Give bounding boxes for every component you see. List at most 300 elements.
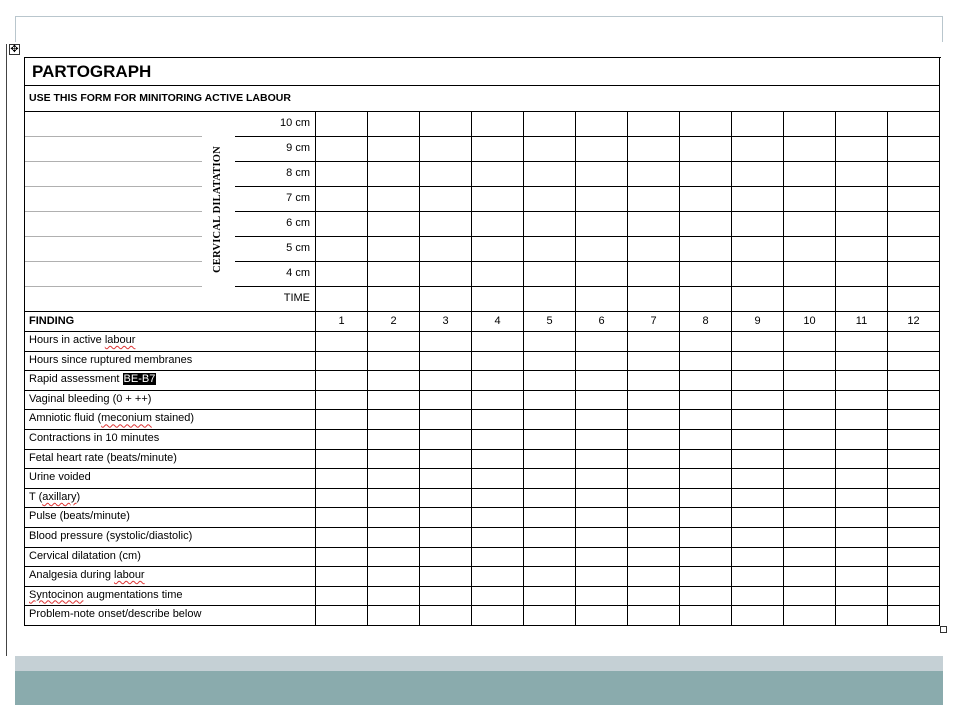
dilatation-grid-cell[interactable] [420, 262, 472, 287]
finding-grid-cell[interactable] [368, 489, 420, 509]
finding-row-label [25, 548, 316, 568]
finding-grid-cell[interactable] [420, 450, 472, 470]
finding-grid-cell[interactable] [888, 528, 940, 548]
finding-grid-cell[interactable] [472, 391, 524, 411]
finding-grid-cell[interactable] [576, 430, 628, 450]
finding-grid-cell[interactable] [368, 352, 420, 372]
finding-grid-cell[interactable] [420, 606, 472, 626]
finding-grid-cell[interactable] [316, 430, 368, 450]
finding-grid-cell[interactable] [576, 450, 628, 470]
dilatation-row-divider [235, 161, 315, 162]
finding-grid-cell[interactable] [472, 489, 524, 509]
dilatation-grid-cell[interactable] [888, 237, 940, 262]
finding-grid-cell[interactable] [472, 587, 524, 607]
table-move-handle-icon[interactable]: ✥ [10, 44, 19, 55]
dilatation-grid-cell[interactable] [784, 237, 836, 262]
finding-grid-cell[interactable] [836, 567, 888, 587]
finding-grid-cell[interactable] [420, 410, 472, 430]
finding-grid-cell[interactable] [420, 587, 472, 607]
dilatation-grid-cell[interactable] [576, 162, 628, 187]
dilatation-grid-cell[interactable] [472, 137, 524, 162]
finding-grid-cell[interactable] [680, 371, 732, 391]
finding-grid-cell[interactable] [472, 567, 524, 587]
finding-grid-cell[interactable] [836, 352, 888, 372]
finding-grid-cell[interactable] [472, 606, 524, 626]
dilatation-grid-cell[interactable] [368, 187, 420, 212]
finding-grid-cell[interactable] [420, 430, 472, 450]
finding-grid-cell[interactable] [472, 450, 524, 470]
finding-grid-cell[interactable] [836, 606, 888, 626]
finding-grid-cell[interactable] [888, 352, 940, 372]
finding-label-text: Vaginal bleeding (0 + ++) [29, 392, 152, 405]
finding-grid-cell[interactable] [316, 371, 368, 391]
finding-grid-cell[interactable] [420, 489, 472, 509]
finding-grid-cell[interactable] [316, 469, 368, 489]
dilatation-grid-cell[interactable] [316, 112, 368, 137]
dilatation-grid-cell[interactable] [680, 187, 732, 212]
finding-grid-cell[interactable] [628, 528, 680, 548]
finding-grid-cell[interactable] [732, 450, 784, 470]
dilatation-row-label: 6 cm [286, 217, 310, 229]
dilatation-grid-cell[interactable] [628, 262, 680, 287]
dilatation-grid-cell[interactable] [732, 212, 784, 237]
finding-grid-cell[interactable] [836, 410, 888, 430]
dilatation-grid-cell[interactable] [316, 212, 368, 237]
finding-grid-cell[interactable] [732, 587, 784, 607]
finding-grid-cell[interactable] [784, 410, 836, 430]
dilatation-row-label: 4 cm [286, 267, 310, 279]
finding-grid-cell[interactable] [368, 371, 420, 391]
dilatation-grid-cell[interactable] [316, 187, 368, 212]
finding-grid-cell[interactable] [316, 332, 368, 352]
finding-grid-cell[interactable] [576, 489, 628, 509]
finding-grid-cell[interactable] [524, 528, 576, 548]
finding-grid-cell[interactable] [628, 332, 680, 352]
finding-grid-cell[interactable] [420, 371, 472, 391]
dilatation-grid-cell[interactable] [368, 262, 420, 287]
finding-grid-cell[interactable] [680, 587, 732, 607]
finding-grid-cell[interactable] [784, 332, 836, 352]
dilatation-row-label: 10 cm [280, 117, 310, 129]
dilatation-grid-cell[interactable] [472, 212, 524, 237]
finding-grid-cell[interactable] [316, 548, 368, 568]
finding-grid-cell[interactable] [732, 606, 784, 626]
finding-grid-cell[interactable] [628, 450, 680, 470]
finding-grid-cell[interactable] [628, 508, 680, 528]
finding-grid-cell[interactable] [472, 528, 524, 548]
finding-grid-cell[interactable] [888, 548, 940, 568]
finding-grid-cell[interactable] [524, 410, 576, 430]
dilatation-grid-cell[interactable] [680, 112, 732, 137]
finding-grid-cell[interactable] [784, 371, 836, 391]
finding-label-text: labour [114, 569, 145, 582]
finding-grid-cell[interactable] [524, 489, 576, 509]
finding-grid-cell[interactable] [368, 587, 420, 607]
finding-grid-cell[interactable] [732, 508, 784, 528]
dilatation-grid-cell[interactable] [836, 287, 888, 312]
finding-grid-cell[interactable] [420, 352, 472, 372]
writing-line [25, 186, 202, 187]
column-number: 9 [732, 312, 784, 332]
finding-grid-cell[interactable] [784, 469, 836, 489]
dilatation-grid-cell[interactable] [576, 187, 628, 212]
finding-grid-cell[interactable] [576, 606, 628, 626]
dilatation-grid-cell[interactable] [732, 112, 784, 137]
dilatation-grid-cell[interactable] [628, 162, 680, 187]
finding-grid-cell[interactable] [888, 450, 940, 470]
column-number: 7 [628, 312, 680, 332]
finding-grid-cell[interactable] [732, 469, 784, 489]
finding-grid-cell[interactable] [368, 391, 420, 411]
dilatation-grid-cell[interactable] [368, 287, 420, 312]
dilatation-row-divider [235, 136, 315, 137]
finding-grid-cell[interactable] [472, 332, 524, 352]
finding-grid-cell[interactable] [316, 567, 368, 587]
dilatation-grid-cell[interactable] [472, 237, 524, 262]
dilatation-grid-cell[interactable] [680, 137, 732, 162]
finding-grid-cell[interactable] [784, 430, 836, 450]
dilatation-grid-cell[interactable] [628, 237, 680, 262]
finding-grid-cell[interactable] [680, 391, 732, 411]
finding-grid-cell[interactable] [576, 528, 628, 548]
writing-line [25, 161, 202, 162]
dilatation-grid-cell[interactable] [732, 237, 784, 262]
dilatation-grid-cell[interactable] [784, 287, 836, 312]
finding-grid-cell[interactable] [680, 332, 732, 352]
dilatation-grid-cell[interactable] [628, 187, 680, 212]
finding-grid-cell[interactable] [472, 371, 524, 391]
dilatation-row-label: 8 cm [286, 167, 310, 179]
dilatation-grid-cell[interactable] [836, 162, 888, 187]
finding-grid-cell[interactable] [316, 450, 368, 470]
finding-grid-cell[interactable] [732, 548, 784, 568]
finding-grid-cell[interactable] [472, 352, 524, 372]
finding-grid-cell[interactable] [576, 587, 628, 607]
finding-grid-cell[interactable] [472, 469, 524, 489]
finding-grid-cell[interactable] [836, 587, 888, 607]
finding-grid-cell[interactable] [368, 430, 420, 450]
finding-grid-cell[interactable] [732, 391, 784, 411]
dilatation-grid-cell[interactable] [524, 237, 576, 262]
finding-grid-cell[interactable] [836, 489, 888, 509]
dilatation-grid-cell[interactable] [316, 237, 368, 262]
finding-grid-cell[interactable] [732, 371, 784, 391]
dilatation-grid-cell[interactable] [888, 137, 940, 162]
dilatation-grid-cell[interactable] [368, 162, 420, 187]
finding-grid-cell[interactable] [628, 352, 680, 372]
dilatation-grid-cell[interactable] [680, 287, 732, 312]
finding-grid-cell[interactable] [576, 410, 628, 430]
finding-grid-cell[interactable] [680, 450, 732, 470]
finding-grid-cell[interactable] [732, 332, 784, 352]
finding-grid-cell[interactable] [888, 430, 940, 450]
finding-grid-cell[interactable] [628, 469, 680, 489]
finding-grid-cell[interactable] [836, 332, 888, 352]
finding-grid-cell[interactable] [836, 469, 888, 489]
finding-grid-cell[interactable] [732, 489, 784, 509]
finding-grid-cell[interactable] [888, 489, 940, 509]
finding-grid-cell[interactable] [784, 606, 836, 626]
dilatation-grid-cell[interactable] [420, 237, 472, 262]
dilatation-grid-cell[interactable] [732, 137, 784, 162]
finding-grid-cell[interactable] [784, 489, 836, 509]
finding-grid-cell[interactable] [524, 352, 576, 372]
finding-grid-cell[interactable] [576, 567, 628, 587]
finding-grid-cell[interactable] [524, 567, 576, 587]
dilatation-grid-cell[interactable] [420, 112, 472, 137]
dilatation-grid-cell[interactable] [576, 287, 628, 312]
dilatation-grid-cell[interactable] [680, 262, 732, 287]
finding-grid-cell[interactable] [420, 469, 472, 489]
dilatation-grid-cell[interactable] [524, 112, 576, 137]
dilatation-grid-cell[interactable] [472, 112, 524, 137]
finding-grid-cell[interactable] [680, 606, 732, 626]
finding-grid-cell[interactable] [472, 430, 524, 450]
finding-grid-cell[interactable] [368, 469, 420, 489]
dilatation-grid-cell[interactable] [888, 187, 940, 212]
dilatation-grid-cell[interactable] [420, 287, 472, 312]
dilatation-grid-cell[interactable] [784, 162, 836, 187]
dilatation-grid-cell[interactable] [524, 162, 576, 187]
finding-grid-cell[interactable] [784, 352, 836, 372]
finding-grid-cell[interactable] [472, 410, 524, 430]
finding-grid-cell[interactable] [680, 528, 732, 548]
finding-grid-cell[interactable] [524, 508, 576, 528]
dilatation-grid-cell[interactable] [368, 137, 420, 162]
finding-grid-cell[interactable] [576, 391, 628, 411]
finding-row-label [25, 332, 316, 352]
finding-grid-cell[interactable] [368, 450, 420, 470]
partograph-table [24, 57, 941, 626]
finding-grid-cell[interactable] [628, 567, 680, 587]
finding-grid-cell[interactable] [888, 508, 940, 528]
finding-grid-cell[interactable] [472, 548, 524, 568]
finding-grid-cell[interactable] [784, 528, 836, 548]
finding-grid-cell[interactable] [888, 567, 940, 587]
dilatation-grid-cell[interactable] [368, 212, 420, 237]
dilatation-grid-cell[interactable] [680, 162, 732, 187]
footer-band-light [15, 656, 943, 671]
finding-grid-cell[interactable] [576, 548, 628, 568]
dilatation-grid-cell[interactable] [420, 187, 472, 212]
dilatation-grid-cell[interactable] [420, 212, 472, 237]
finding-grid-cell[interactable] [888, 391, 940, 411]
dilatation-grid-cell[interactable] [628, 137, 680, 162]
finding-grid-cell[interactable] [888, 371, 940, 391]
finding-grid-cell[interactable] [628, 391, 680, 411]
finding-grid-cell[interactable] [784, 508, 836, 528]
finding-grid-cell[interactable] [628, 371, 680, 391]
cervical-dilatation-labels [25, 112, 316, 312]
finding-grid-cell[interactable] [524, 450, 576, 470]
dilatation-grid-cell[interactable] [420, 137, 472, 162]
finding-grid-cell[interactable] [888, 587, 940, 607]
dilatation-grid-cell[interactable] [524, 287, 576, 312]
dilatation-grid-cell[interactable] [888, 287, 940, 312]
dilatation-grid-cell[interactable] [576, 262, 628, 287]
finding-grid-cell[interactable] [420, 332, 472, 352]
dilatation-grid-cell[interactable] [576, 112, 628, 137]
finding-grid-cell[interactable] [576, 332, 628, 352]
dilatation-grid-cell[interactable] [368, 237, 420, 262]
finding-grid-cell[interactable] [784, 587, 836, 607]
finding-grid-cell[interactable] [316, 410, 368, 430]
dilatation-row-label: 5 cm [286, 242, 310, 254]
finding-grid-cell[interactable] [368, 508, 420, 528]
finding-grid-cell[interactable] [732, 430, 784, 450]
dilatation-grid-cell[interactable] [836, 187, 888, 212]
dilatation-grid-cell[interactable] [888, 162, 940, 187]
dilatation-grid-cell[interactable] [784, 212, 836, 237]
finding-label-text: BE-B7 [123, 373, 156, 386]
finding-grid-cell[interactable] [732, 410, 784, 430]
form-subtitle: USE THIS FORM FOR MINITORING ACTIVE LABOUR [25, 86, 940, 112]
finding-grid-cell[interactable] [680, 430, 732, 450]
finding-grid-cell[interactable] [316, 489, 368, 509]
dilatation-grid-cell[interactable] [316, 162, 368, 187]
dilatation-grid-cell[interactable] [680, 212, 732, 237]
finding-grid-cell[interactable] [628, 548, 680, 568]
dilatation-grid-cell[interactable] [836, 237, 888, 262]
finding-grid-cell[interactable] [680, 508, 732, 528]
dilatation-grid-cell[interactable] [472, 187, 524, 212]
finding-grid-cell[interactable] [888, 332, 940, 352]
dilatation-grid-cell[interactable] [576, 212, 628, 237]
finding-label-text: Problem-note onset/describe below [29, 608, 202, 621]
finding-grid-cell[interactable] [680, 469, 732, 489]
finding-grid-cell[interactable] [836, 508, 888, 528]
finding-grid-cell[interactable] [524, 430, 576, 450]
finding-grid-cell[interactable] [472, 508, 524, 528]
finding-grid-cell[interactable] [680, 410, 732, 430]
finding-grid-cell[interactable] [628, 606, 680, 626]
finding-grid-cell[interactable] [784, 567, 836, 587]
dilatation-grid-cell[interactable] [888, 112, 940, 137]
finding-grid-cell[interactable] [420, 548, 472, 568]
finding-grid-cell[interactable] [836, 371, 888, 391]
dilatation-grid-cell[interactable] [316, 287, 368, 312]
dilatation-grid-cell[interactable] [680, 237, 732, 262]
dilatation-grid-cell[interactable] [732, 187, 784, 212]
finding-grid-cell[interactable] [368, 548, 420, 568]
finding-grid-cell[interactable] [316, 587, 368, 607]
finding-grid-cell[interactable] [368, 606, 420, 626]
dilatation-grid-cell[interactable] [576, 237, 628, 262]
finding-grid-cell[interactable] [524, 606, 576, 626]
finding-grid-cell[interactable] [576, 371, 628, 391]
finding-grid-cell[interactable] [368, 332, 420, 352]
dilatation-grid-cell[interactable] [576, 137, 628, 162]
dilatation-grid-cell[interactable] [836, 212, 888, 237]
finding-grid-cell[interactable] [680, 489, 732, 509]
finding-grid-cell[interactable] [524, 548, 576, 568]
dilatation-grid-cell[interactable] [836, 262, 888, 287]
dilatation-grid-cell[interactable] [524, 137, 576, 162]
dilatation-grid-cell[interactable] [524, 187, 576, 212]
finding-grid-cell[interactable] [680, 567, 732, 587]
finding-grid-cell[interactable] [420, 528, 472, 548]
finding-grid-cell[interactable] [784, 391, 836, 411]
dilatation-grid-cell[interactable] [316, 137, 368, 162]
finding-grid-cell[interactable] [888, 606, 940, 626]
dilatation-grid-cell[interactable] [784, 112, 836, 137]
finding-grid-cell[interactable] [524, 587, 576, 607]
finding-grid-cell[interactable] [888, 410, 940, 430]
finding-grid-cell[interactable] [680, 548, 732, 568]
dilatation-grid-cell[interactable] [628, 287, 680, 312]
finding-grid-cell[interactable] [368, 528, 420, 548]
finding-grid-cell[interactable] [836, 528, 888, 548]
finding-grid-cell[interactable] [784, 548, 836, 568]
dilatation-grid-cell[interactable] [784, 137, 836, 162]
finding-grid-cell[interactable] [420, 508, 472, 528]
dilatation-grid-cell[interactable] [888, 262, 940, 287]
dilatation-grid-cell[interactable] [420, 162, 472, 187]
finding-grid-cell[interactable] [732, 352, 784, 372]
dilatation-grid-cell[interactable] [628, 112, 680, 137]
dilatation-grid-cell[interactable] [784, 187, 836, 212]
finding-grid-cell[interactable] [368, 567, 420, 587]
dilatation-grid-cell[interactable] [888, 212, 940, 237]
finding-grid-cell[interactable] [836, 391, 888, 411]
dilatation-grid-cell[interactable] [732, 287, 784, 312]
finding-grid-cell[interactable] [576, 352, 628, 372]
finding-grid-cell[interactable] [628, 410, 680, 430]
dilatation-grid-cell[interactable] [316, 262, 368, 287]
dilatation-grid-cell[interactable] [628, 212, 680, 237]
finding-grid-cell[interactable] [368, 410, 420, 430]
finding-grid-cell[interactable] [732, 528, 784, 548]
dilatation-grid-cell[interactable] [472, 262, 524, 287]
dilatation-grid-cell[interactable] [524, 212, 576, 237]
finding-grid-cell[interactable] [576, 508, 628, 528]
dilatation-grid-cell[interactable] [732, 162, 784, 187]
finding-grid-cell[interactable] [524, 332, 576, 352]
finding-grid-cell[interactable] [420, 567, 472, 587]
dilatation-grid-cell[interactable] [472, 287, 524, 312]
finding-grid-cell[interactable] [576, 469, 628, 489]
finding-grid-cell[interactable] [316, 508, 368, 528]
finding-grid-cell[interactable] [888, 469, 940, 489]
finding-grid-cell[interactable] [836, 548, 888, 568]
finding-grid-cell[interactable] [628, 587, 680, 607]
dilatation-grid-cell[interactable] [836, 137, 888, 162]
finding-grid-cell[interactable] [836, 450, 888, 470]
finding-grid-cell[interactable] [784, 450, 836, 470]
finding-grid-cell[interactable] [316, 391, 368, 411]
dilatation-grid-cell[interactable] [472, 162, 524, 187]
finding-grid-cell[interactable] [628, 489, 680, 509]
dilatation-grid-cell[interactable] [524, 262, 576, 287]
finding-grid-cell[interactable] [732, 567, 784, 587]
dilatation-grid-cell[interactable] [784, 262, 836, 287]
finding-grid-cell[interactable] [316, 528, 368, 548]
finding-grid-cell[interactable] [680, 352, 732, 372]
dilatation-grid-cell[interactable] [836, 112, 888, 137]
finding-grid-cell[interactable] [316, 352, 368, 372]
table-resize-handle-icon[interactable] [940, 626, 947, 633]
dilatation-grid-cell[interactable] [368, 112, 420, 137]
finding-label-text: Cervical dilatation (cm) [29, 549, 141, 562]
finding-grid-cell[interactable] [524, 371, 576, 391]
finding-grid-cell[interactable] [524, 391, 576, 411]
finding-grid-cell[interactable] [628, 430, 680, 450]
dilatation-grid-cell[interactable] [732, 262, 784, 287]
finding-grid-cell[interactable] [316, 606, 368, 626]
finding-grid-cell[interactable] [420, 391, 472, 411]
finding-grid-cell[interactable] [524, 469, 576, 489]
finding-grid-cell[interactable] [836, 430, 888, 450]
